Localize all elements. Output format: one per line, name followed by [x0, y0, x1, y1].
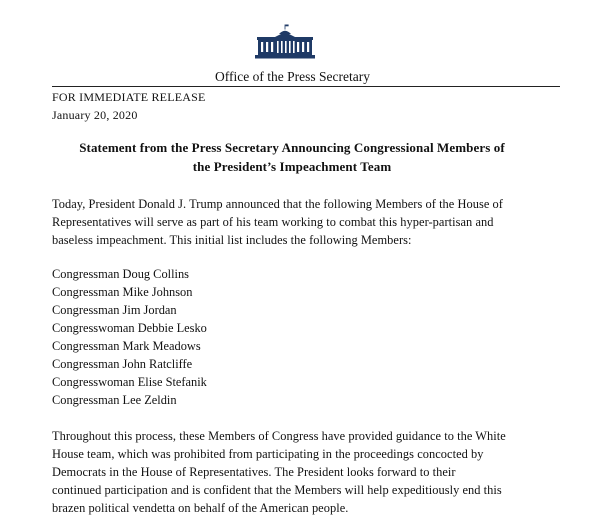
- statement-title: [52, 138, 532, 176]
- members-list: [52, 265, 207, 409]
- member-item: Congressman Jim Jordan: [52, 303, 177, 317]
- member-item: Congresswoman Elise Stefanik: [52, 375, 207, 389]
- title-line: Statement from the Press Secretary Announcing Congressional Members of: [79, 140, 505, 155]
- intro-paragraph: [52, 195, 552, 249]
- member-item: Congressman Mark Meadows: [52, 339, 201, 353]
- member-item: Congressman John Ratcliffe: [52, 357, 193, 371]
- closing-paragraph: [52, 427, 552, 517]
- member-item: Congresswoman Debbie Lesko: [52, 321, 207, 335]
- member-item: Congressman Doug Collins: [52, 267, 189, 281]
- member-item: Congressman Mike Johnson: [52, 285, 193, 299]
- paragraph-line: Today, President Donald J. Trump announced that the following Members of the House of: [52, 197, 503, 211]
- paragraph-line: brazen political vendetta on behalf of the American people.: [52, 501, 349, 515]
- header-divider: [52, 86, 560, 87]
- office-title: Office of the Press Secretary: [215, 69, 370, 84]
- release-label: FOR IMMEDIATE RELEASE: [52, 90, 206, 104]
- member-item: Congressman Lee Zeldin: [52, 393, 177, 407]
- release-date: January 20, 2020: [52, 108, 138, 122]
- title-line: the President’s Impeachment Team: [192, 159, 392, 174]
- paragraph-line: House team, which was prohibited from participating in the proceedings concocted by: [52, 447, 484, 461]
- paragraph-line: baseless impeachment. This initial list includes the following Members:: [52, 233, 412, 247]
- white-house-icon: [255, 24, 315, 60]
- paragraph-line: continued participation and is confident that the Members will help expeditiously end this: [52, 483, 502, 497]
- paragraph-line: Democrats in the House of Representatives. The President looks forward to their: [52, 465, 456, 479]
- paragraph-line: Throughout this process, these Members of Congress have provided guidance to the White: [52, 429, 506, 443]
- paragraph-line: Representatives will serve as part of his team working to combat this hyper-partisan and: [52, 215, 494, 229]
